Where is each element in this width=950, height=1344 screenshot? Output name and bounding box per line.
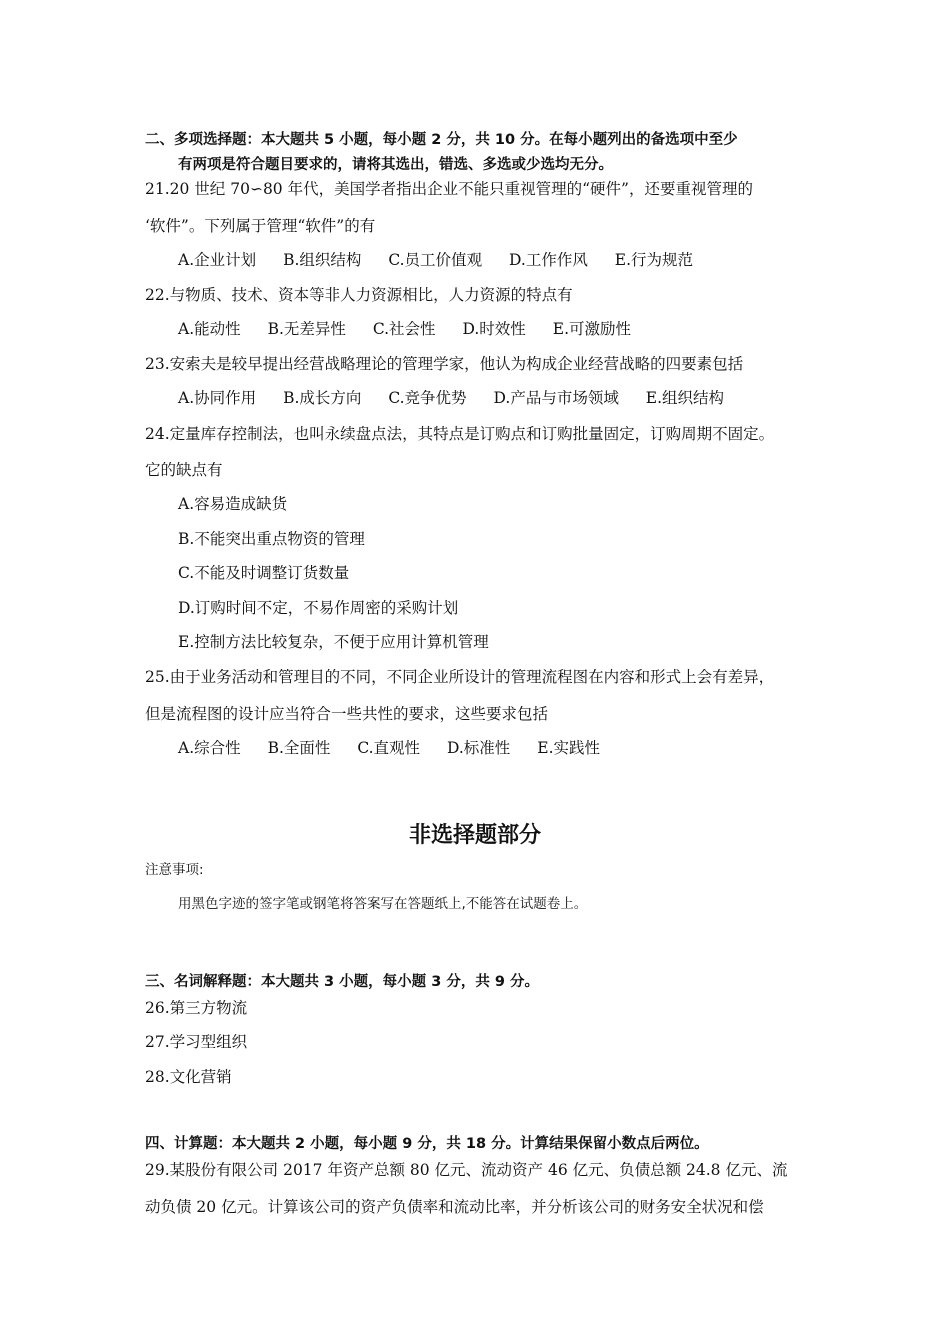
question-23: 23.安索夫是较早提出经营战略理论的管理学家，他认为构成企业经营战略的四要素包括	[145, 355, 744, 373]
term-item: 26.第三方物流	[145, 999, 248, 1017]
option: D.工作作风	[509, 251, 588, 269]
question-21-cont: ‘软件”。下列属于管理“软件”的有	[145, 217, 376, 235]
option: C.竞争优势	[388, 389, 467, 407]
note-body: 用黑色字迹的签字笔或钢笔将答案写在答题纸上,不能答在试题卷上。	[178, 896, 588, 912]
question-24: 24.定量库存控制法，也叫永续盘点法，其特点是订购点和订购批量固定，订购周期不固定。	[145, 425, 775, 443]
option: E.可激励性	[552, 320, 631, 338]
question-25: 25.由于业务活动和管理目的不同，不同企业所设计的管理流程图在内容和形式上会有差异，	[145, 668, 775, 686]
option: E.实践性	[537, 739, 600, 757]
question-21-options	[178, 250, 715, 270]
option: C.直观性	[357, 739, 421, 757]
section-heading-cont: 有两项是符合题目要求的，请将其选出，错选、多选或少选均无分。	[178, 157, 613, 173]
question-23-options	[178, 388, 746, 408]
option: A.协同作用	[178, 389, 257, 407]
note-heading: 注意事项:	[145, 862, 204, 878]
option: C.社会性	[372, 320, 436, 338]
option: B.无差异性	[267, 320, 346, 338]
question-25-options	[178, 738, 622, 758]
option: E.行为规范	[614, 251, 694, 269]
option: E.控制方法比较复杂，不便于应用计算机管理	[178, 633, 489, 651]
option: C.不能及时调整订货数量	[178, 564, 350, 582]
option: B.成长方向	[283, 389, 362, 407]
question-29: 29.某股份有限公司 2017 年资产总额 80 亿元、流动资产 46 亿元、负债总额 24.8 亿元、流	[145, 1161, 788, 1179]
part-title: 非选择题部分	[408, 823, 541, 848]
option: B.全面性	[267, 739, 331, 757]
section-heading: 三、名词解释题：本大题共 3 小题，每小题 3 分，共 9 分。	[145, 974, 540, 990]
option: C.员工价值观	[388, 251, 483, 269]
option: D.订购时间不定，不易作周密的采购计划	[178, 599, 459, 617]
option: D.标准性	[447, 739, 511, 757]
question-22: 22.与物质、技术、资本等非人力资源相比，人力资源的特点有	[145, 286, 573, 304]
question-25-cont: 但是流程图的设计应当符合一些共性的要求，这些要求包括	[145, 705, 549, 723]
question-24-cont: 它的缺点有	[145, 461, 223, 479]
option: D.产品与市场领域	[493, 389, 619, 407]
term-item: 27.学习型组织	[145, 1033, 248, 1051]
question-22-options	[178, 319, 653, 339]
option: A.综合性	[178, 739, 241, 757]
option: D.时效性	[462, 320, 526, 338]
option: E.组织结构	[645, 389, 725, 407]
option: B.组织结构	[283, 251, 362, 269]
option: B.不能突出重点物资的管理	[178, 530, 365, 548]
section-heading: 四、计算题：本大题共 2 小题，每小题 9 分，共 18 分。计算结果保留小数点后两位。	[145, 1136, 709, 1152]
term-item: 28.文化营销	[145, 1068, 232, 1086]
section-heading: 二、多项选择题：本大题共 5 小题，每小题 2 分，共 10 分。在每小题列出的备选项中至少	[145, 132, 738, 148]
option: A.容易造成缺货	[178, 495, 288, 513]
question-21: 21.20 世纪 70∽80 年代，美国学者指出企业不能只重视管理的“硬件”，还要重视管理的	[145, 180, 753, 198]
option: A.能动性	[178, 320, 241, 338]
option: A.企业计划	[178, 251, 257, 269]
question-29-cont: 动负债 20 亿元。计算该公司的资产负债率和流动比率，并分析该公司的财务安全状况和偿	[145, 1198, 764, 1216]
